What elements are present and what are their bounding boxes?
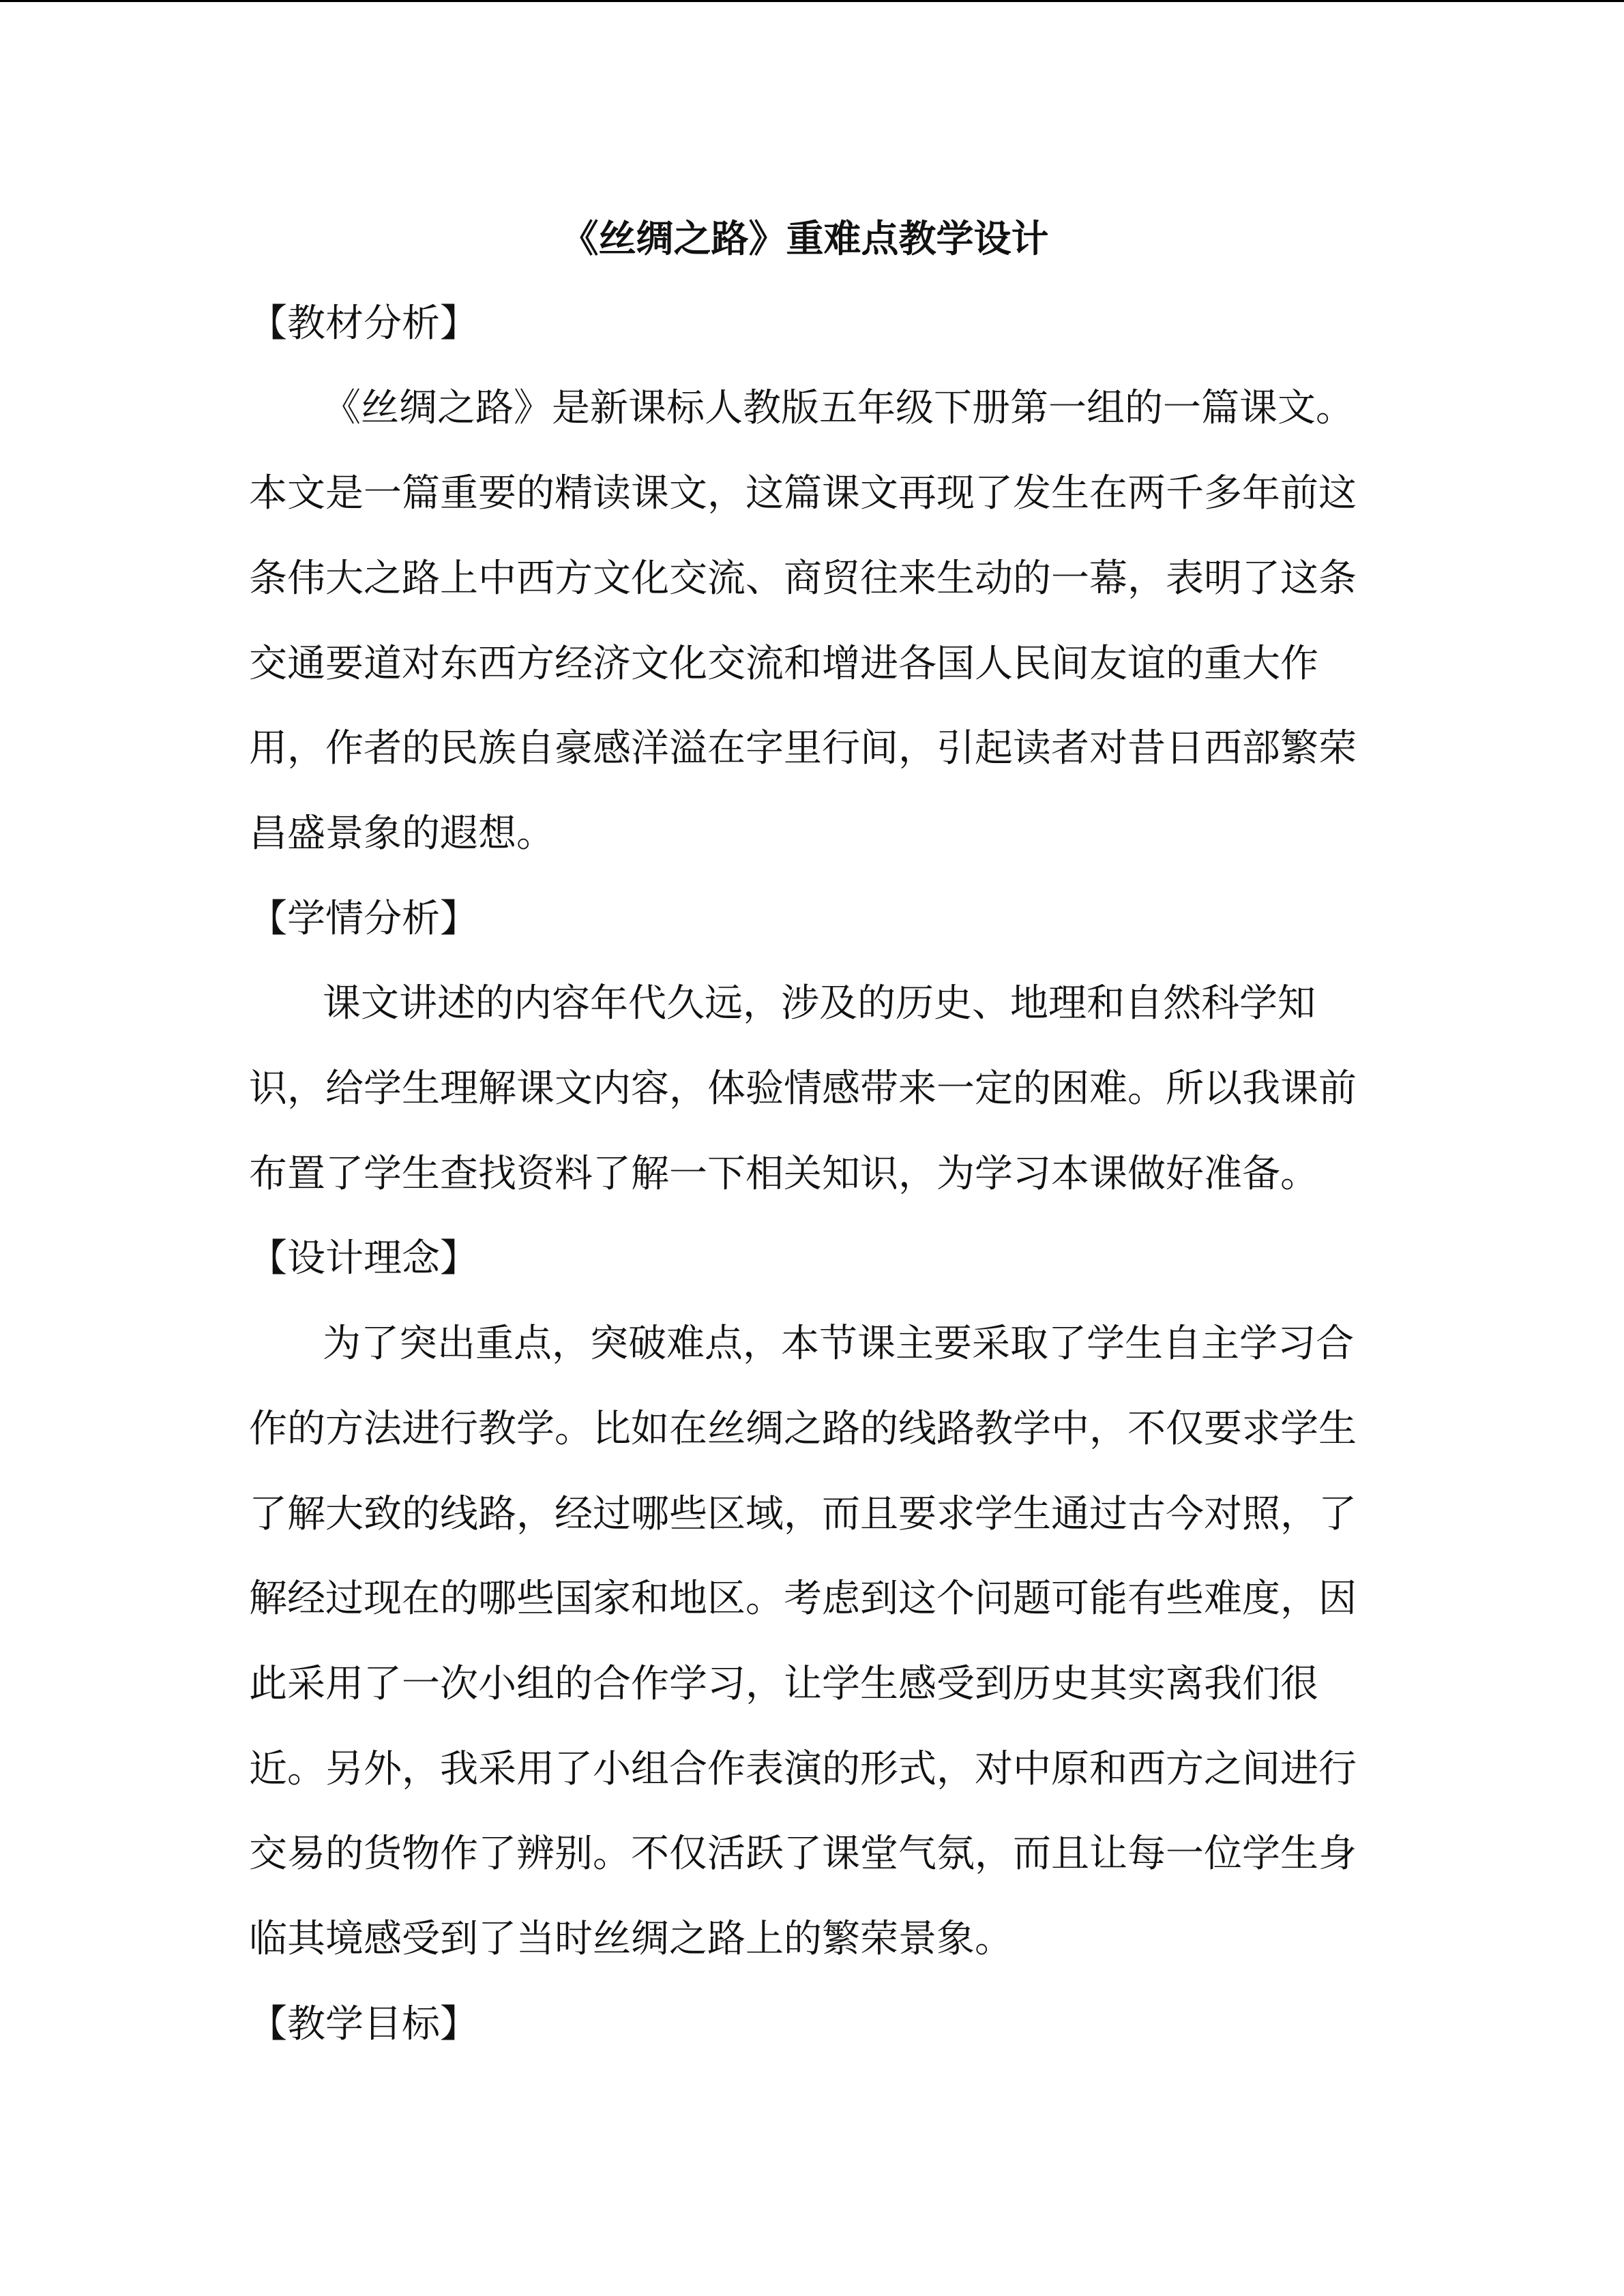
section-heading-teaching-goals: 【教学目标】 [249,2001,478,2046]
paragraph-line: 交易的货物作了辨别。不仅活跃了课堂气氛，而且让每一位学生身 [249,1832,1357,1877]
paragraph-line: 为了突出重点，突破难点，本节课主要采取了学生自主学习合 [323,1322,1354,1367]
paragraph-line: 交通要道对东西方经济文化交流和增进各国人民间友谊的重大作 [249,641,1318,686]
paragraph-line: 临其境感受到了当时丝绸之路上的繁荣景象。 [249,1917,1013,1962]
paragraph-design-concept [249,1302,1408,1982]
paragraph-line: 布置了学生查找资料了解一下相关知识，为学习本课做好准备。 [249,1151,1318,1196]
paragraph-line: 近。另外，我采用了小组合作表演的形式，对中原和西方之间进行 [249,1746,1357,1791]
section-heading-textbook-analysis: 【教材分析】 [249,301,478,346]
paragraph-line: 《丝绸之路》是新课标人教版五年级下册第一组的一篇课文。 [323,386,1354,431]
paragraph-line: 了解大致的线路，经过哪些区域，而且要求学生通过古今对照，了 [249,1491,1357,1536]
paragraph-line: 识，给学生理解课文内容，体验情感带来一定的困难。所以我课前 [249,1067,1357,1112]
paragraph-line: 用，作者的民族自豪感洋溢在字里行间，引起读者对昔日西部繁荣 [249,726,1357,771]
document-page [249,196,1408,2067]
section-heading-design-concept: 【设计理念】 [249,1236,478,1281]
paragraph-line: 此采用了一次小组的合作学习，让学生感受到历史其实离我们很 [249,1661,1318,1706]
paragraph-line: 解经过现在的哪些国家和地区。考虑到这个问题可能有些难度，因 [249,1577,1357,1622]
paragraph-line: 昌盛景象的遐想。 [249,811,555,856]
paragraph-line: 作的方法进行教学。比如在丝绸之路的线路教学中，不仅要求学生 [249,1406,1357,1451]
paragraph-student-analysis [249,961,1408,1217]
paragraph-line: 条伟大之路上中西方文化交流、商贸往来生动的一幕，表明了这条 [249,556,1357,601]
paragraph-line: 课文讲述的内容年代久远，涉及的历史、地理和自然科学知 [323,981,1316,1026]
document-title: 《丝绸之路》重难点教学设计 [561,216,1049,260]
paragraph-line: 本文是一篇重要的精读课文，这篇课文再现了发生在两千多年前这 [249,471,1357,516]
paragraph-textbook-analysis [249,366,1408,876]
section-heading-student-analysis: 【学情分析】 [249,896,478,941]
page-top-border [0,0,1624,2]
